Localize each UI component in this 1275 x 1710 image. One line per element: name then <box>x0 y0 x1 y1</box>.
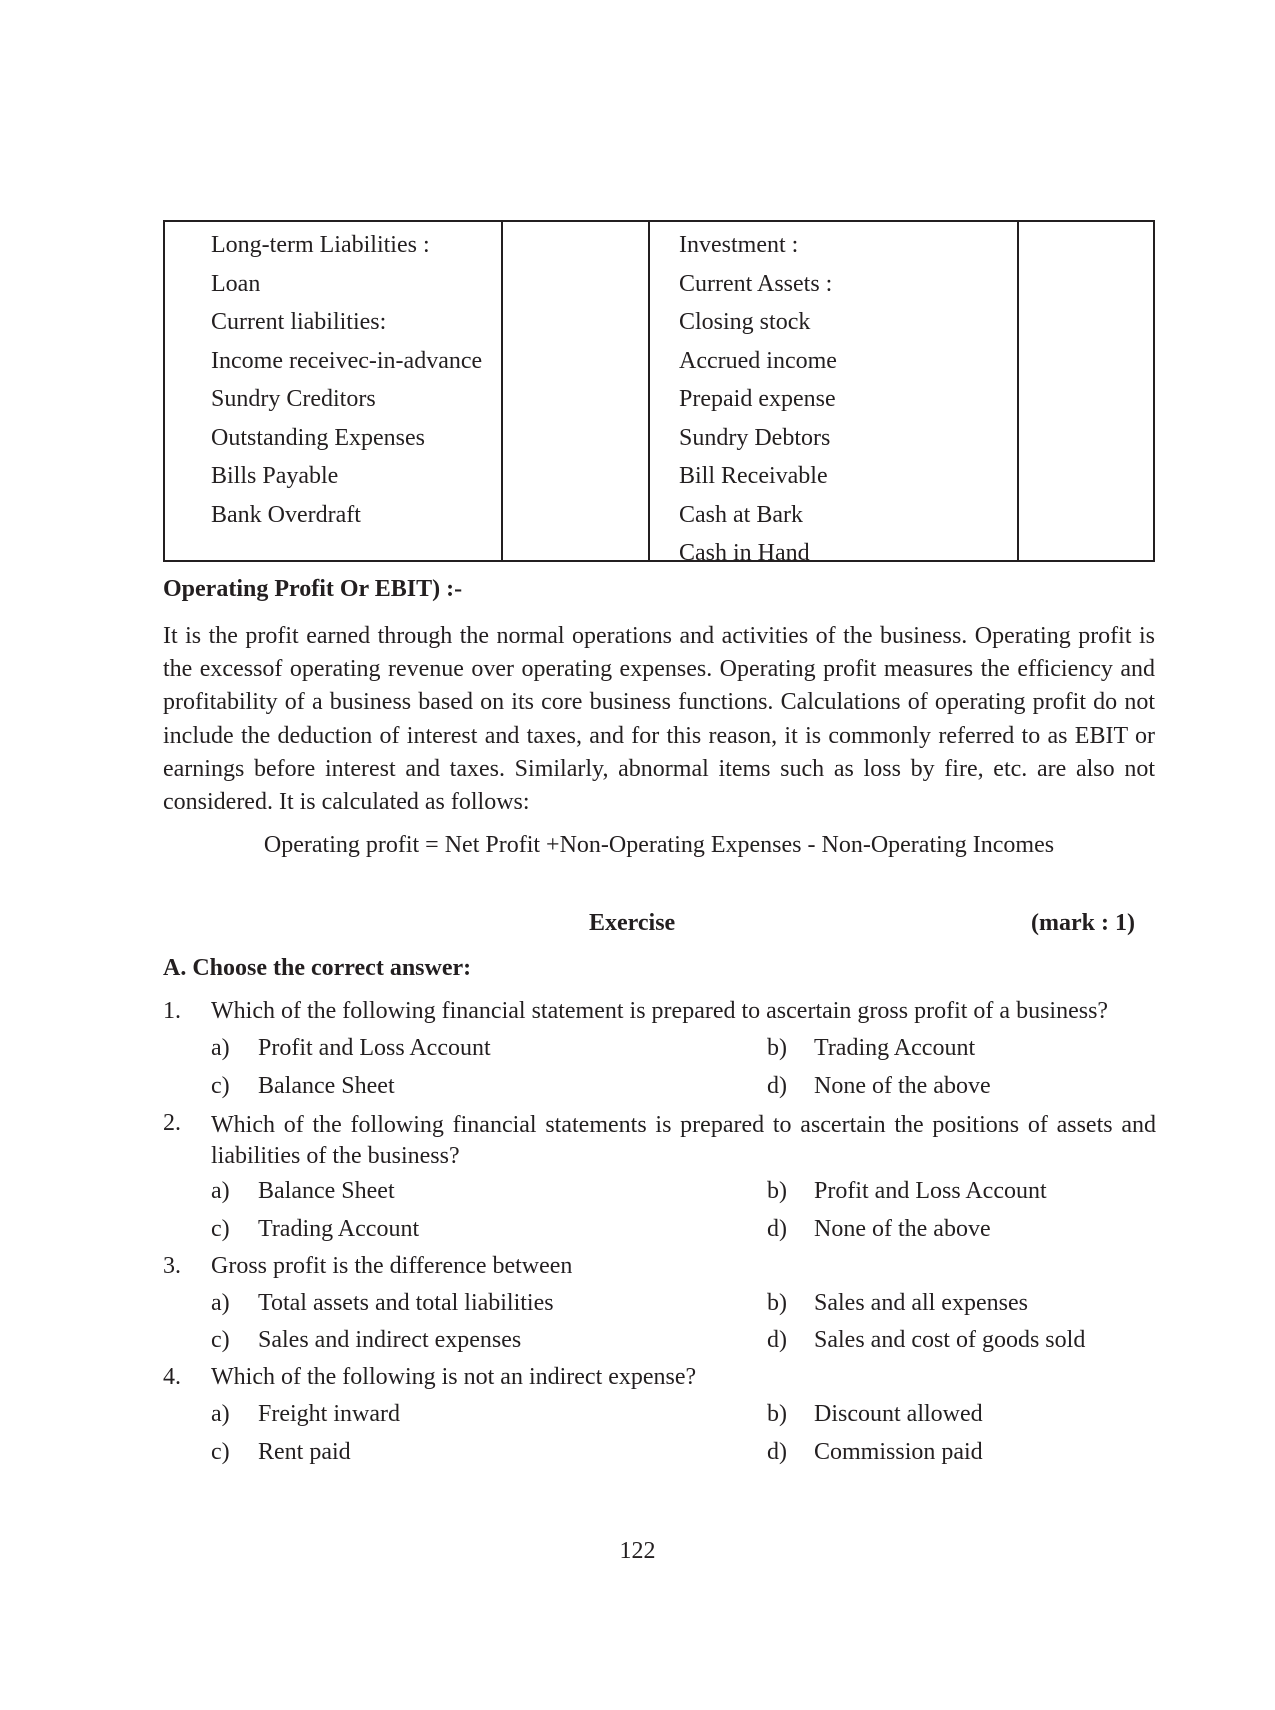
option <box>767 1401 983 1428</box>
asset-item: Cash at Bark <box>679 501 803 528</box>
option-text: Discount allowed <box>814 1401 983 1427</box>
question-number: 2. <box>163 1110 181 1136</box>
assets-column <box>679 226 837 573</box>
option-label: d) <box>767 1327 787 1353</box>
question-text: Gross profit is the difference between <box>211 1253 573 1279</box>
asset-item: Sundry Debtors <box>679 424 831 451</box>
liability-item: Outstanding Expenses <box>211 424 425 451</box>
section-paragraph: It is the profit earned through the normal operations and activities of the business. Operating profit is the excessof operating revenue over operating expenses. Operating profit measures the efficiency and profitability of a business based on its core business functions. Calculations of operating profit do not include the deduction of interest and taxes, and for this reason, it is commonly referred to as EBIT or earnings before interest and taxes. Similarly, abnormal items such as loss by fire, etc. are also not considered. It is calculated as follows: <box>163 623 1155 816</box>
liability-item: Income receivec-in-advance <box>211 347 483 374</box>
option-label: c) <box>211 1073 230 1099</box>
table-divider <box>501 222 503 560</box>
option-text: Freight inward <box>258 1401 400 1427</box>
liability-item: Loan <box>211 270 261 297</box>
liability-item: Long-term Liabilities : <box>211 232 430 258</box>
option-label: a) <box>211 1290 230 1316</box>
section-heading: Operating Profit Or EBIT) :- <box>163 576 463 602</box>
balance-sheet-table <box>163 220 1155 566</box>
table-divider <box>648 222 650 560</box>
option-text: Sales and all expenses <box>814 1290 1028 1316</box>
formula: Operating profit = Net Profit +Non-Operating Expenses - Non-Operating Incomes <box>263 832 1055 858</box>
exercise-title: Exercise <box>589 910 676 936</box>
question-text: Which of the following financial statements is prepared to ascertain the positions of assets and liabilities of the business? <box>211 1112 1156 1169</box>
table-divider <box>1017 222 1019 560</box>
option <box>767 1327 1085 1354</box>
option-label: b) <box>767 1401 787 1427</box>
option <box>211 1216 419 1243</box>
option-text: None of the above <box>814 1216 991 1242</box>
option <box>767 1178 1047 1205</box>
option-text: Rent paid <box>258 1439 351 1465</box>
option-text: Sales and cost of goods sold <box>814 1327 1086 1353</box>
option-text: Balance Sheet <box>258 1178 395 1204</box>
option-label: a) <box>211 1401 230 1427</box>
question-number: 3. <box>163 1253 181 1279</box>
asset-item: Cash in Hand <box>679 540 810 566</box>
question-number: 4. <box>163 1364 181 1390</box>
liability-item: Current liabilities: <box>211 309 387 335</box>
asset-item: Accrued income <box>679 347 837 374</box>
option-label: b) <box>767 1290 787 1316</box>
option <box>211 1290 554 1317</box>
option-text: Commission paid <box>814 1439 983 1465</box>
option-text: Balance Sheet <box>258 1073 395 1099</box>
option-label: b) <box>767 1178 787 1204</box>
asset-item: Bill Receivable <box>679 463 828 489</box>
option <box>211 1073 395 1100</box>
option-label: d) <box>767 1439 787 1465</box>
question-text: Which of the following financial statement is prepared to ascertain gross profit of a business? <box>211 998 1109 1024</box>
option <box>767 1439 983 1466</box>
asset-item: Current Assets : <box>679 270 833 297</box>
option <box>767 1290 1028 1317</box>
asset-item: Closing stock <box>679 309 811 335</box>
option-text: Profit and Loss Account <box>258 1035 491 1061</box>
exercise-marks: (mark : 1) <box>1031 910 1135 936</box>
option-text: Total assets and total liabilities <box>258 1290 554 1316</box>
option <box>211 1327 521 1354</box>
option-text: Trading Account <box>258 1216 420 1242</box>
option <box>767 1216 991 1243</box>
option <box>211 1401 400 1428</box>
option-label: c) <box>211 1327 230 1353</box>
option-text: Trading Account <box>814 1035 976 1061</box>
part-heading: A. Choose the correct answer: <box>163 955 472 981</box>
liability-item: Sundry Creditors <box>211 386 376 412</box>
option <box>211 1178 395 1205</box>
question-text: Which of the following is not an indirect expense? <box>211 1364 697 1390</box>
option-text: Profit and Loss Account <box>814 1178 1047 1204</box>
option <box>767 1035 975 1062</box>
option-label: a) <box>211 1035 230 1061</box>
option <box>211 1439 351 1466</box>
asset-item: Prepaid expense <box>679 386 836 412</box>
question-number: 1. <box>163 998 181 1024</box>
option-text: None of the above <box>814 1073 991 1099</box>
liability-item: Bills Payable <box>211 463 339 489</box>
option-label: a) <box>211 1178 230 1204</box>
option-label: c) <box>211 1216 230 1242</box>
option-label: d) <box>767 1216 787 1242</box>
liabilities-column <box>211 226 482 534</box>
page-number: 122 <box>619 1538 656 1564</box>
option <box>767 1073 991 1100</box>
option-label: c) <box>211 1439 230 1465</box>
asset-item: Investment : <box>679 232 799 258</box>
option-text: Sales and indirect expenses <box>258 1327 522 1353</box>
option <box>211 1035 491 1062</box>
liability-item: Bank Overdraft <box>211 501 361 528</box>
option-label: b) <box>767 1035 787 1061</box>
option-label: d) <box>767 1073 787 1099</box>
